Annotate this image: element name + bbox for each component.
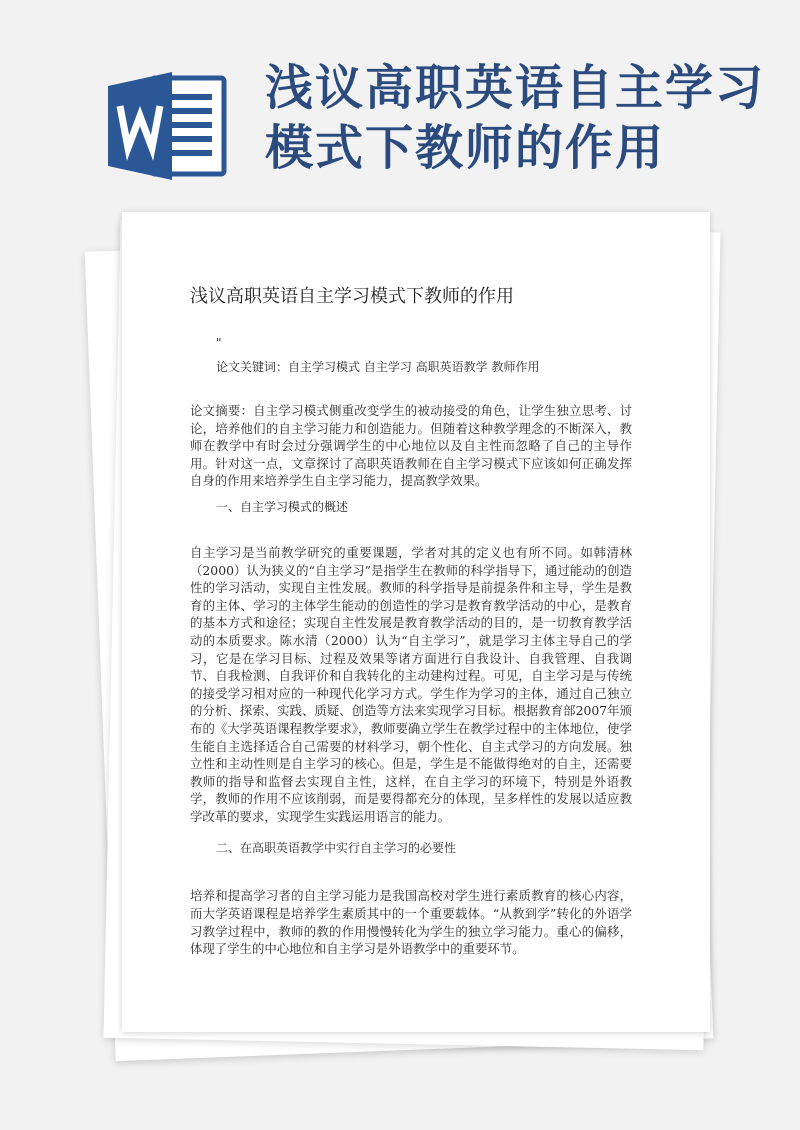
section-1-body: 自主学习是当前教学研究的重要课题，学者对其的定义也有所不同。如韩清林（2000）认为狭义的“自主学习”是指学生在教师的科学指导下，通过能动的创造性的学习活动，实现自主性发展。教师的科学指导是前提条件和主导，学生是教育的主体、学习的主体学生能动的创造性的学习是教育教学活动的中心，是教育的基本方式和途径；实现自主性发展是教育教学活动的目的，是一切教育教学活动的本质要求。陈水清（2000）认为“自主学习”，就是学习主体主导自己的学习，它是在学习目标、过程及效果等诸方面进行自我设计、自我管理、自我调节、自我检测、自我评价和自我转化的主动建构过程。可见，自主学习是与传统的接受学习相对应的一种现代化学习方式。学生作为学习的主体，通过自己独立的分析、探索、实践、质疑、创造等方法来实现学习目标。根据教育部2007年颁布的《大学英语课程教学要求》，教师要确立学生在教学过程中的主体地位，使学生能自主选择适合自己需要的材料学习，朝个性化、自主式学习的方向发展。独立性和主动性则是自主学习的核心。但是，学生是不能做得绝对的自主，还需要教师的指导和监督去实现自主性，这样，在自主学习的环境下，特别是外语教学，教师的作用不应该削弱，而是要得都充分的体现，呈多样性的发展以适应教学改革的要求，实现学生实践运用语言的能力。 bbox=[190, 544, 632, 824]
document-title: 浅议高职英语自主学习模式下教师的作用 bbox=[190, 286, 514, 307]
section-2-body: 培养和提高学习者的自主学习能力是我国高校对学生进行素质教育的核心内容，而大学英语课程是培养学生素质其中的一个重要载体。“从教到学”转化的外语学习教学过程中，教师的教的作用慢慢转化为学生的独立学习能力。重心的偏移，体现了学生的中心地位和自主学习是外语教学中的重要环节。 bbox=[190, 888, 632, 957]
document-body bbox=[190, 282, 632, 958]
quote-mark: " bbox=[216, 336, 222, 350]
section-2-heading: 二、在高职英语教学中实行自主学习的必要性 bbox=[216, 841, 457, 856]
abstract-paragraph: 论文摘要：自主学习模式侧重改变学生的被动接受的角色，让学生独立思考、讨论，培养他们的自主学习能力和创造能力。但随着这种教学理念的不断深入，教师在教学中有时会过分强调学生的中心地位以及自主性而忽略了自己的主导作用。针对这一点，文章探讨了高职英语教师在自主学习模式下应该如何正确发挥自身的作用来培养学生自主学习能力，提高教学效果。 bbox=[190, 403, 632, 489]
banner-title: 浅议高职英语自主学习模式下教师的作用 bbox=[265, 60, 766, 176]
word-document-icon bbox=[108, 72, 228, 180]
keywords-line: 论文关键词：自主学习模式 自主学习 高职英语教学 教师作用 bbox=[216, 360, 540, 374]
section-1-heading: 一、自主学习模式的概述 bbox=[216, 499, 349, 514]
